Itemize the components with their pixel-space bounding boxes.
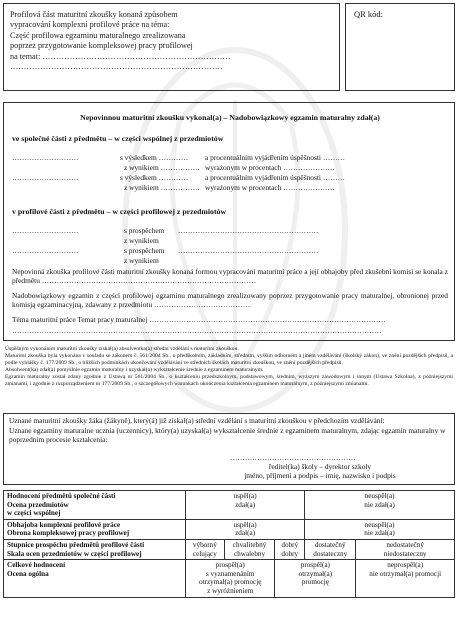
note-2: Maturitní zkouška byla vykonána v souladu se zákonem č. 561/2004 Sb., o předškolním, základním, středním, vyšším odborném a jiném vzdělávání (školský zákon), ve znění pozdějších předpisů, a podle vyhlášky č. 177/2009 Sb., o bližších podmínkách ukončování vzdělávání ve středních školách maturitní zkouškou, ve znění pozdějších předpisů. [5, 353, 453, 366]
header-line-1: Profilová část maturitní zkoušky konaná způsobem [10, 10, 178, 19]
common-pass-cell: uspěl(a) zdał(a) [186, 491, 305, 520]
profile-row-1-a: s prospěchem [124, 226, 165, 235]
para-cz-profile: Nepovinná zkouška profilové části maturitní zkoušky konaná formou vypracování maturitní práce a její obhajoby před zkušební komisí se konala z předmětu …………………………………………………………………………… [12, 267, 448, 285]
header-box [3, 3, 340, 91]
header-line-2: vypracování komplexní profilové práce na téma: [10, 20, 170, 30]
signature-caption-2: jméno, příjmení a podpis – imię, nazwisko i podpis [244, 471, 396, 480]
header-line-5: na temat: …………………………………………………………… [10, 51, 231, 61]
common-fail-cell: neuspěl(a) nie zdał(a) [305, 491, 455, 520]
para-topic-dots: …………………………………………………………………………………………………………………………………… [12, 326, 382, 335]
note-4: Egzamin maturalny został zdany zgodnie z Ustawą nr 561/2004 Sb., o kształceniu przedszkolnym, podstawowym, średnim, wyższym zawodowym i innym (Ustawa Szkolna), z późniejszymi zmianami, i zgodnie z rozporządzeniem nr 177/2009 Sb., o szczegółowych warunkach ukończenia kształcenia egzaminem maturalnym, z późniejszymi zmianami. [5, 374, 453, 387]
defense-label: Obhajoba komplexní profilové práce Obrona kompleksowej pracy profilowej [4, 519, 186, 539]
defense-pass-cell: uspěl(a) zdał(a) [186, 519, 305, 539]
para-pl-profile: Nadobowiązkowy egzamin z części profilowej egzaminu maturalnego zrealizowany poprzez przygotowanie pracy maturalnej, obronionej przed komisją egzaminacyjną, zdawany z przedmiotu ………………………………… [12, 291, 448, 309]
common-row-3-dots: ……………………… [12, 173, 79, 182]
common-row-2-b: wyrażonym w procentach ………………… [205, 163, 335, 172]
header-line-6: …………………………………………………………………… [10, 62, 223, 72]
grade-5-cell: nedostatečný niedostateczny [356, 539, 455, 559]
header-line-3: Część profilowa egzaminu maturalnego zrealizowana [10, 30, 186, 40]
profile-row-1-b: ………………………………………………… [178, 226, 319, 235]
profile-heading: v profilové části z předmětu – w części profilowej z przedmiotów [12, 207, 227, 216]
profile-row-3-b: ………………………………………………… [178, 246, 319, 255]
table-row [4, 560, 455, 597]
profile-row-1-dots: ……………………… [12, 226, 79, 235]
grade-1-cell: výborný celujący [186, 539, 225, 559]
profile-row-4-a: z wynikiem [124, 256, 159, 265]
box2-text-cz: Uznané maturitní zkoušky žáka (žákyně), který(á) již získal(a) střední vzdělání s maturitní zkouškou v předchozím vzdělávání: [9, 416, 385, 425]
common-part-evaluation-label: Hodnocení předmětů společné části Ocena przedmiotów w części wspólnej [4, 491, 186, 520]
profile-row-3-a: s prospěchem [124, 246, 165, 255]
common-row-1-b: a procentuálním vyjádřením úspěšnosti ……… [205, 153, 345, 162]
table-row [4, 519, 455, 539]
common-row-3-a: s výsledkem ………… [120, 173, 189, 182]
qr-code-box [345, 3, 455, 91]
grade-scale-label: Stupnice prospěchu předmětů profilové části Skala ocen przedmiotów w części profilowej [4, 539, 186, 559]
defense-fail-cell: neuspěl(a) nie zdał(a) [305, 519, 455, 539]
table-row [4, 539, 455, 559]
notes-block [5, 346, 453, 388]
grade-2-cell: chvalitebný chwalebny [224, 539, 275, 559]
signature-caption-1: ředitel(ka) školy – dyrektor szkoły [268, 462, 372, 471]
overall-pass-cell: prospěl(a) otrzymał(a) promocję [275, 560, 356, 597]
profile-row-3-dots: ……………………… [12, 246, 79, 255]
profile-row-2-a: z wynikiem [124, 236, 159, 245]
common-row-4-b: wyrażonym w procentach ………………… [205, 183, 335, 192]
main-title: Nepovinnou maturitní zkoušku vykonal(a) – Nadobowiązkowy egzamin maturalny zdał(a) [80, 113, 380, 122]
note-3: Absolwent(ka) zdał(a) pomyślnie egzamin maturalny i uzyskał(a) wykształcenie średnie z egzaminem maturalnym. [5, 367, 264, 373]
table-row [4, 491, 455, 520]
common-row-4-a: z wynikiem ……………. [124, 183, 200, 192]
grades-table [3, 490, 455, 598]
common-row-1-a: s výsledkem ………… [120, 153, 189, 162]
common-heading: ve společné části z předmětu – w części wspólnej z przedmiotów [12, 134, 224, 143]
para-topic: Téma maturitní práce Temat pracy maturalnej …………………………………………………………………………………… [12, 315, 386, 324]
grade-4-cell: dostatečný dostateczny [305, 539, 356, 559]
box2-text-pl: Uznane egzaminy maturalne ucznia (uczennicy), który(a) uzyskał(a) wykształcenie średnie z egzaminem maturalnym, zdając egzamin maturalny w poprzednim procesie kształcenia: [9, 426, 446, 444]
header-line-4: poprzez przygotowanie kompleksowej pracy profilowej [10, 41, 193, 51]
overall-distinction-cell: prospěl(a) s vyznamenáním otrzymał(a) promocję z wyróżnieniem [186, 560, 275, 597]
signature-line: …………………………………………… [230, 453, 356, 462]
common-row-2-a: z wynikiem ……………. [124, 163, 200, 172]
common-row-1-dots: ……………………… [12, 153, 79, 162]
overall-label: Celkové hodnocení Ocena ogólna [4, 560, 186, 597]
note-1: Úspěšným vykonáním maturitní zkoušky získal(a) absolventka(a) střední vzdělání s maturitní zkouškou. [5, 346, 239, 352]
common-row-3-b: a procentuálním vyjádřením úspěšnosti ……… [205, 173, 345, 182]
grade-3-cell: dobrý dobry [275, 539, 305, 559]
overall-fail-cell: neprospěl(a) nie otrzymał(a) promocji [356, 560, 455, 597]
qr-label: QR kód: [354, 9, 384, 19]
